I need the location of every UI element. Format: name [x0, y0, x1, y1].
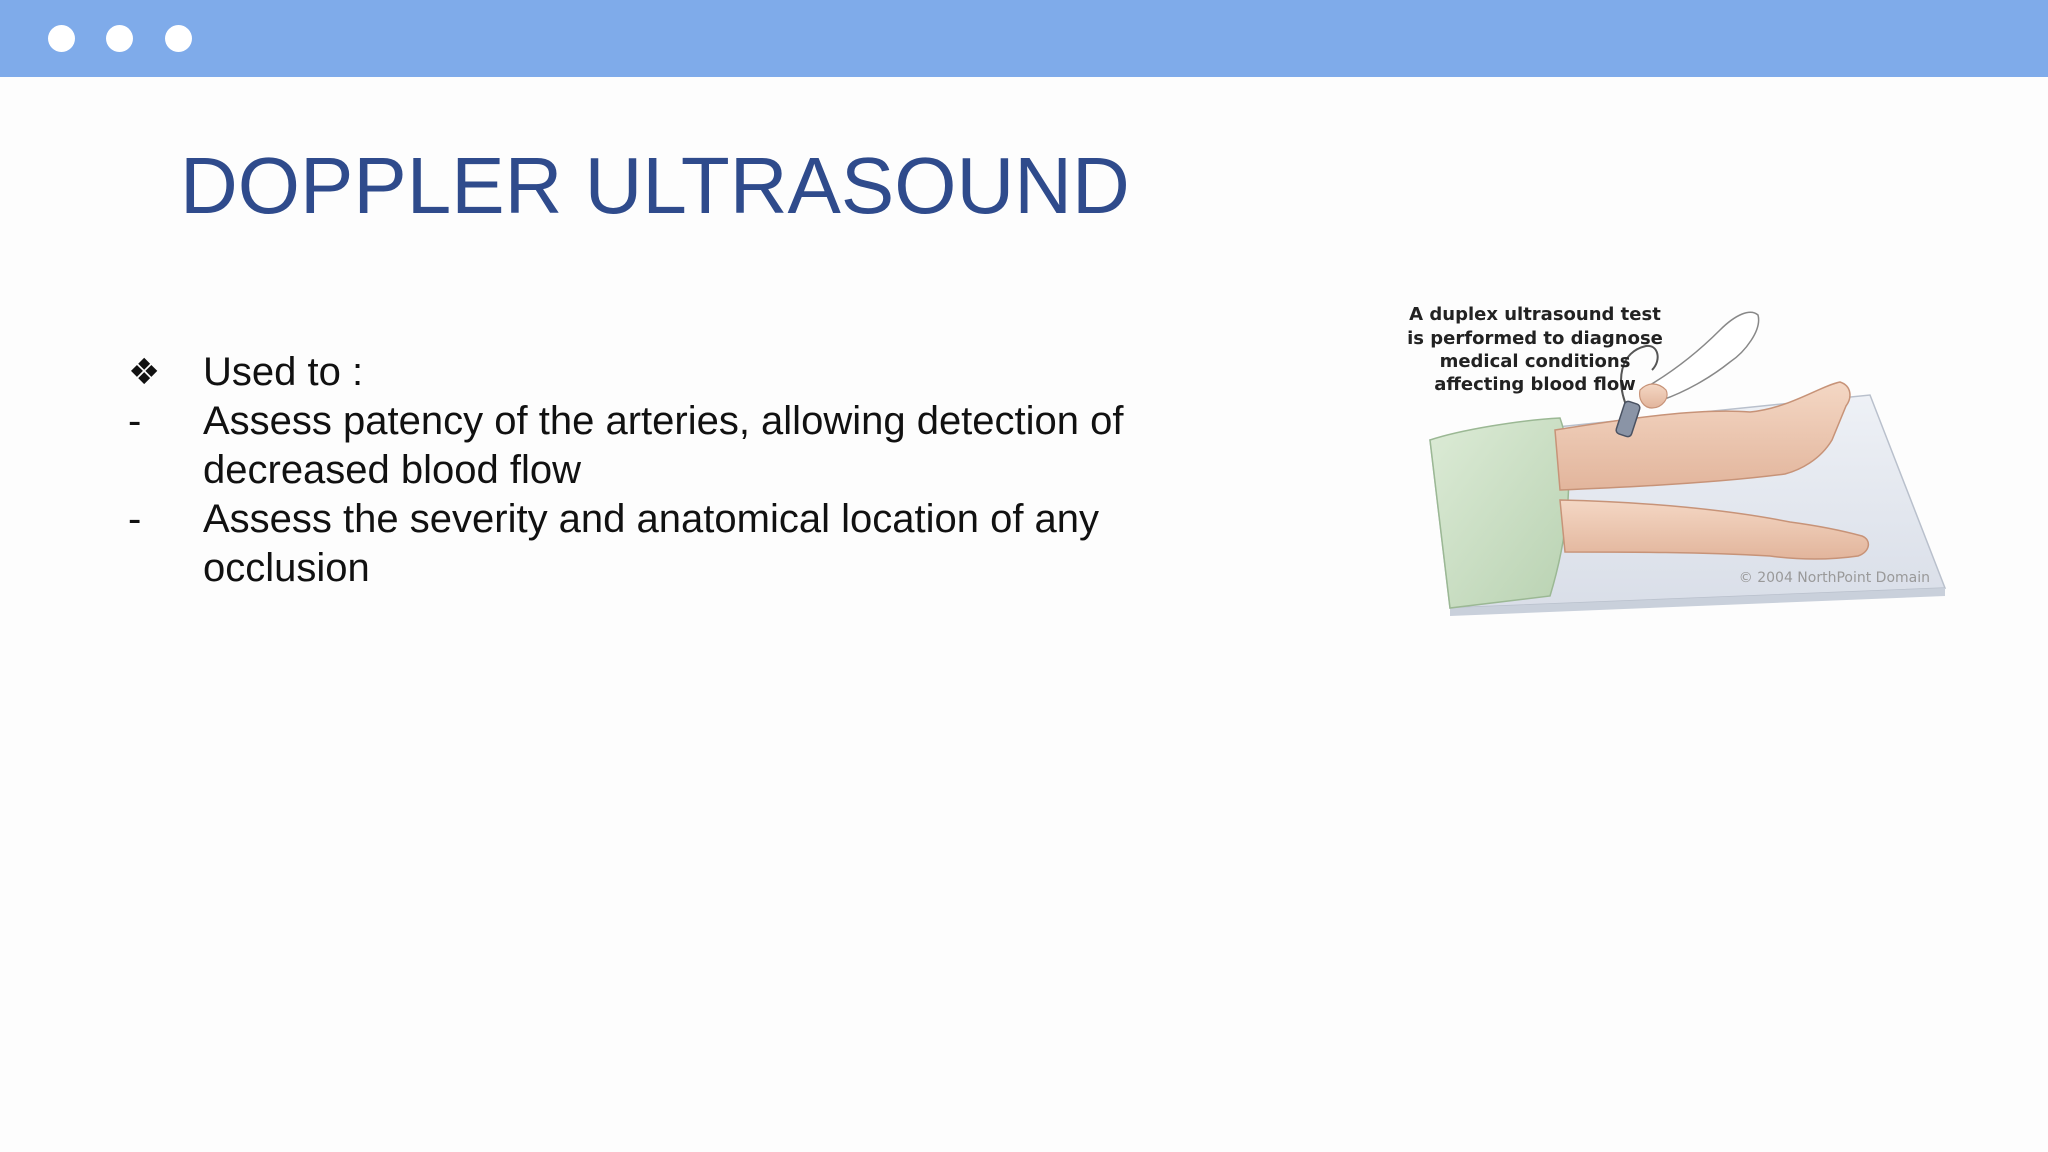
caption-line-2: is performed to diagnose	[1407, 328, 1663, 349]
examiner-arm	[1650, 312, 1759, 400]
window-control-dot-3[interactable]	[165, 25, 192, 52]
caption-line-1: A duplex ultrasound test	[1409, 304, 1661, 325]
window-title-bar	[0, 0, 2048, 77]
duplex-ultrasound-illustration	[1400, 290, 1960, 620]
bullet-intro	[128, 348, 1228, 397]
bullet-intro-text: Used to :	[203, 350, 364, 394]
leg-exam-drawing	[1400, 290, 1960, 620]
window-control-dot-1[interactable]	[48, 25, 75, 52]
list-item-2-line-1: Assess the severity and anatomical location of any	[203, 497, 1100, 541]
dash-marker: -	[128, 497, 142, 541]
window-control-dot-2[interactable]	[106, 25, 133, 52]
caption-line-4: affecting blood flow	[1434, 374, 1636, 395]
diamond-bullet-icon: ❖	[128, 352, 161, 393]
copyright-notice: © 2004 NorthPoint Domain	[1738, 570, 1930, 586]
sheet	[1430, 418, 1569, 608]
slide-body	[128, 348, 1228, 593]
list-item-2-line-2: occlusion	[203, 546, 370, 590]
list-item-2	[128, 495, 1228, 593]
caption-line-3: medical conditions	[1439, 351, 1631, 372]
list-item-1-line-1: Assess patency of the arteries, allowing detection of	[203, 399, 1124, 443]
slide-title: DOPPLER ULTRASOUND	[180, 141, 1130, 230]
dash-marker: -	[128, 399, 142, 443]
list-item-1	[128, 397, 1228, 495]
list-item-1-line-2: decreased blood flow	[203, 448, 582, 492]
